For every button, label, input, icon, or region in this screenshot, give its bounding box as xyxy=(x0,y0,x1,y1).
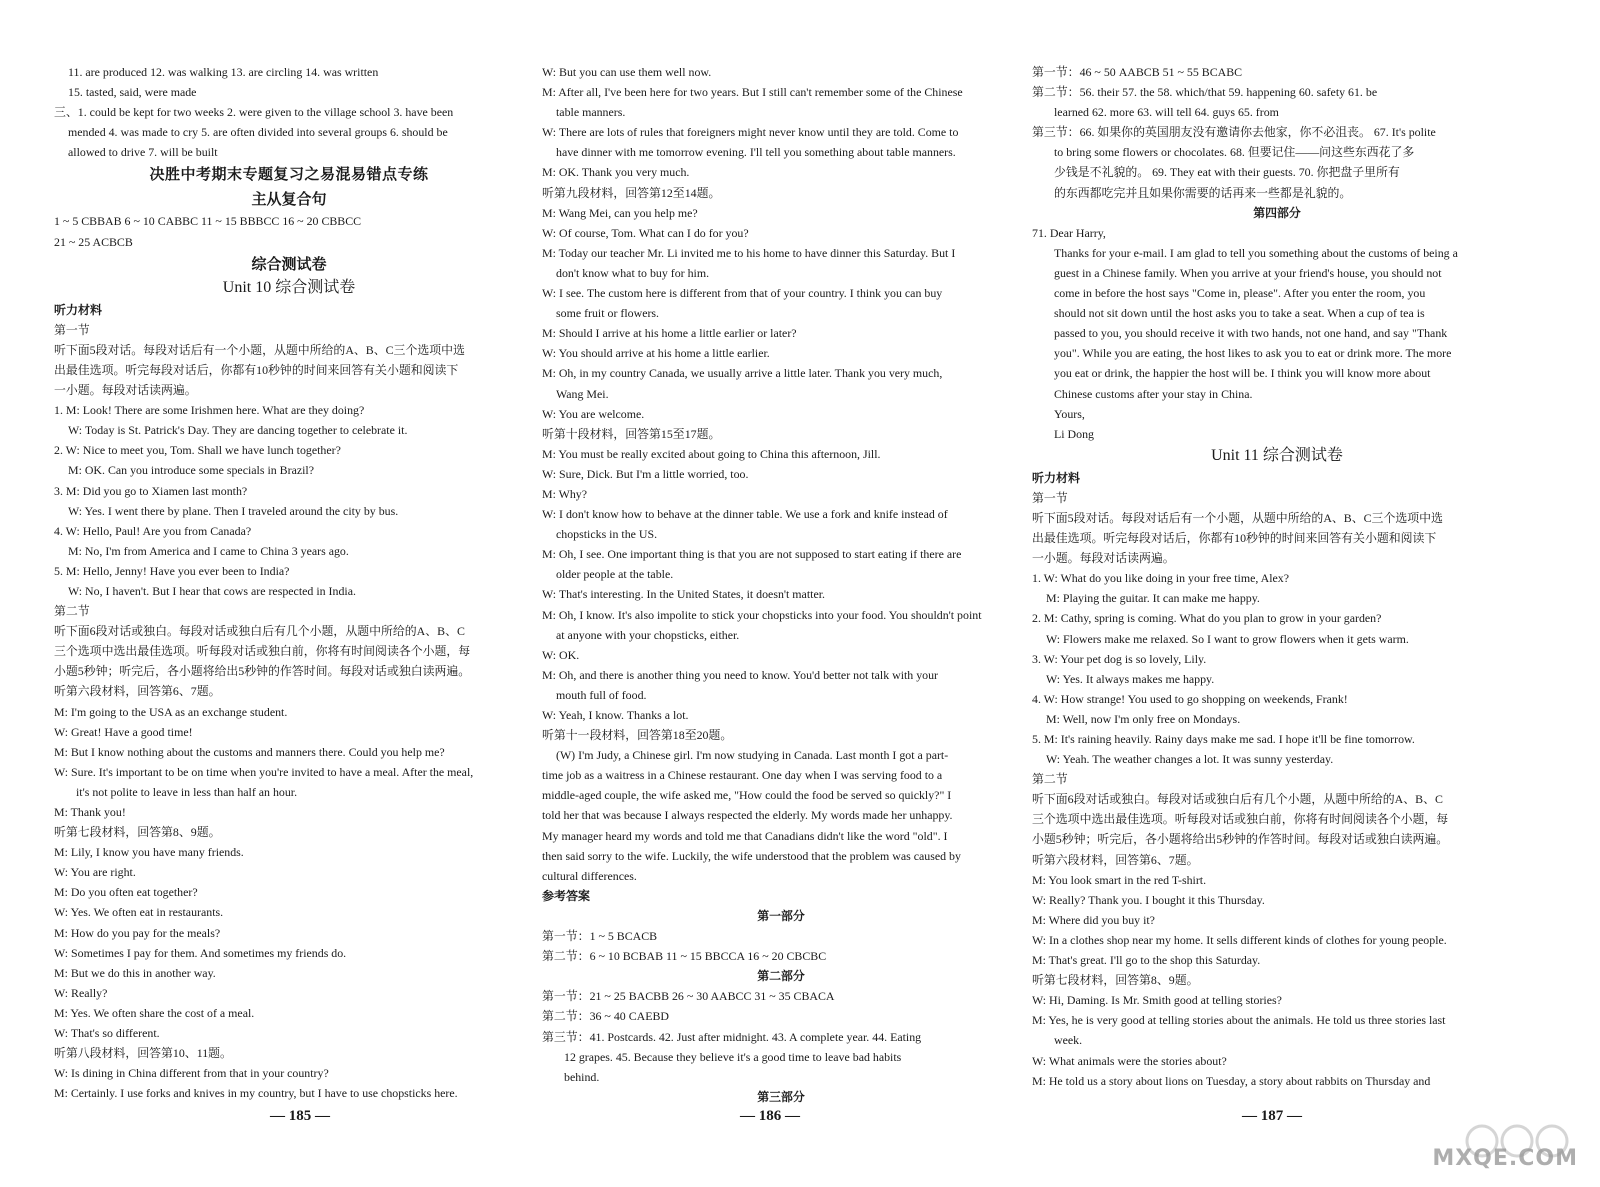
col3-line: M: He told us a story about lions on Tuesday, a story about rabbits on Thursday and xyxy=(1032,1073,1431,1088)
col2-line: W: There are lots of rules that foreigners might never know until they are told. Come to xyxy=(542,125,959,140)
col3-line: M: That's great. I'll go to the shop this Saturday. xyxy=(1032,953,1261,968)
col2-line: M: Wang Mei, can you help me? xyxy=(542,205,698,220)
col2-line: W: I don't know how to behave at the dinner table. We use a fork and knife instead of xyxy=(542,507,948,522)
col1-line: 三个选项中选出最佳选项。听每段对话或独白前，你将有时间阅读各个小题，每 xyxy=(54,644,471,659)
col2-line: told her that was because I always respected the elderly. My words made her unhappy. xyxy=(542,808,953,823)
col1-line: M: Lily, I know you have many friends. xyxy=(54,845,244,860)
col2-line: W: Yeah, I know. Thanks a lot. xyxy=(542,708,689,722)
col2-line: W: Sure, Dick. But I'm a little worried, too. xyxy=(542,466,749,481)
col3-line: come in before the host says "Come in, please". After you enter the room, you xyxy=(1054,286,1426,301)
col1-line: W: That's so different. xyxy=(54,1026,160,1041)
col3-line: 听下面6段对话或独白。每段对话或独白后有几个小题，从题中所给的A、B、C xyxy=(1032,792,1443,807)
col2-line: at anyone with your chopsticks, either. xyxy=(556,627,740,642)
col2-line: 第二节：36 ~ 40 CAEBD xyxy=(542,1009,669,1024)
col2-line: M: Why? xyxy=(542,486,588,501)
col1-line: W: Yes. I went there by plane. Then I traveled around the city by bus. xyxy=(68,503,399,518)
col2-line: 第二节：6 ~ 10 BCBAB 11 ~ 15 BBCCA 16 ~ 20 CBCBC xyxy=(542,949,827,964)
col2-line: W: I see. The custom here is different from that of your country. I think you can buy xyxy=(542,286,943,301)
col3-line: you". While you are eating, the host likes to ask you to eat or drink more. The more xyxy=(1054,346,1452,361)
col2-line: M: Oh, I know. It's also impolite to stick your chopsticks into your food. You shouldn't point xyxy=(542,607,982,622)
col3-line: 小题5秒钟；听完后，各小题将给出5秒钟的作答时间。每段对话或独白读两遍。 xyxy=(1032,832,1449,847)
col1-line: M: I'm going to the USA as an exchange student. xyxy=(54,704,288,719)
col3-line: Li Dong xyxy=(1054,426,1094,441)
col1-line: 听力材料 xyxy=(54,302,103,317)
col2-line: M: Today our teacher Mr. Li invited me to his home to have dinner this Saturday. But I xyxy=(542,245,956,260)
column-page-185 xyxy=(54,62,524,1142)
col3-line: 第三节：66. 如果你的英国朋友没有邀请你去他家，你不必沮丧。 67. It's polite xyxy=(1032,125,1436,140)
col2-line: W: But you can use them well now. xyxy=(542,65,712,79)
col2-line: W: You should arrive at his home a little earlier. xyxy=(542,346,770,361)
col1-line: 2. W: Nice to meet you, Tom. Shall we have lunch together? xyxy=(54,443,341,458)
col2-line: 第一节：1 ~ 5 BCACB xyxy=(542,929,658,944)
col2-line: have dinner with me tomorrow evening. I'll tell you something about table manners. xyxy=(556,145,956,160)
col1-line: M: Do you often eat together? xyxy=(54,885,198,900)
col3-line: W: Hi, Daming. Is Mr. Smith good at telling stories? xyxy=(1032,993,1282,1008)
col1-line: 综合测试卷 xyxy=(251,254,327,273)
col1-line: 第一节 xyxy=(54,322,90,337)
col1-line: 听第七段材料，回答第8、9题。 xyxy=(54,825,221,840)
col1-line: 小题5秒钟；听完后，各小题将给出5秒钟的作答时间。每段对话或独白读两遍。 xyxy=(54,664,471,679)
col2-line: 听第九段材料，回答第12至14题。 xyxy=(542,185,721,200)
col1-line: 3. M: Did you go to Xiamen last month? xyxy=(54,483,248,498)
col2-line: 听第十段材料，回答第15至17题。 xyxy=(542,426,721,441)
col2-line: M: Oh, I see. One important thing is that you are not supposed to start eating if there are xyxy=(542,547,962,562)
col3-line: you eat or drink, the happier the host will be. I think you will know more about xyxy=(1054,366,1431,381)
col1-line: W: Sometimes I pay for them. And sometimes my friends do. xyxy=(54,945,347,960)
col2-line: 参考答案 xyxy=(542,888,591,903)
col1-line: 15. tasted, said, were made xyxy=(68,85,197,100)
col1-line: 听第六段材料，回答第6、7题。 xyxy=(54,684,221,699)
col1-line: 一小题。每段对话读两遍。 xyxy=(54,383,197,398)
col1-line: W: Sure. It's important to be on time when you're invited to have a meal. After the meal, xyxy=(54,764,474,779)
col3-line: M: Well, now I'm only free on Mondays. xyxy=(1046,711,1241,726)
col3-line: should not sit down until the host asks you to take a seat. When a cup of tea is xyxy=(1054,306,1425,321)
col1-line: 4. W: Hello, Paul! Are you from Canada? xyxy=(54,523,252,538)
col1-line: M: Certainly. I use forks and knives in my country, but I have to use chopsticks here. xyxy=(54,1086,458,1101)
col1-line: W: No, I haven't. But I hear that cows are respected in India. xyxy=(68,583,356,598)
col2-line: M: You must be really excited about going to China this afternoon, Jill. xyxy=(542,446,881,461)
col2-line: 听第十一段材料，回答第18至20题。 xyxy=(542,728,733,743)
col3-line: 听第六段材料，回答第6、7题。 xyxy=(1032,852,1199,867)
column-page-187 xyxy=(1032,62,1522,1142)
col1-line: 11. are produced 12. was walking 13. are circling 14. was written xyxy=(68,65,379,79)
col3-line: W: Yeah. The weather changes a lot. It was sunny yesterday. xyxy=(1046,752,1334,767)
col3-line: 第一节：46 ~ 50 AABCB 51 ~ 55 BCABC xyxy=(1032,65,1243,79)
page-number-186: — 186 — xyxy=(740,1108,800,1124)
col1-line: W: You are right. xyxy=(54,865,136,880)
col3-line: 听第七段材料，回答第8、9题。 xyxy=(1032,973,1199,988)
col3-line: M: Where did you buy it? xyxy=(1032,912,1155,927)
col1-line: M: No, I'm from America and I came to China 3 years ago. xyxy=(68,543,349,558)
col3-line: to bring some flowers or chocolates. 68. 但要记住——问这些东西花了多 xyxy=(1054,145,1415,160)
col1-line: M: How do you pay for the meals? xyxy=(54,925,221,940)
col1-line: W: Great! Have a good time! xyxy=(54,724,193,739)
col3-line: 2. M: Cathy, spring is coming. What do you plan to grow in your garden? xyxy=(1032,611,1382,626)
col3-line: 第一节 xyxy=(1032,490,1068,505)
col1-line: 5. M: Hello, Jenny! Have you ever been to India? xyxy=(54,563,290,578)
col3-line: 第二节 xyxy=(1032,772,1068,787)
col3-line: 一小题。每段对话读两遍。 xyxy=(1032,551,1175,566)
col1-line: 听下面5段对话。每段对话后有一个小题，从题中所给的A、B、C三个选项中选 xyxy=(54,342,465,357)
col2-line: 12 grapes. 45. Because they believe it's a good time to leave bad habits xyxy=(564,1049,902,1064)
col3-line: 第四部分 xyxy=(1253,205,1301,220)
page-number-185: — 185 — xyxy=(270,1108,330,1124)
col1-line: 第二节 xyxy=(54,604,90,619)
col3-line: M: Yes, he is very good at telling stories about the animals. He told us three stories last xyxy=(1032,1013,1446,1028)
col2-line: 第一节：21 ~ 25 BACBB 26 ~ 30 AABCC 31 ~ 35 CBACA xyxy=(542,989,835,1004)
col1-line: W: Really? xyxy=(54,985,108,1000)
col3-line: 1. W: What do you like doing in your free time, Alex? xyxy=(1032,571,1290,586)
col2-line: W: Of course, Tom. What can I do for you? xyxy=(542,225,749,240)
col2-line: 第二部分 xyxy=(757,969,805,984)
col3-line: 少钱是不礼貌的。 69. They eat with their guests. 70. 你把盘子里所有 xyxy=(1054,165,1400,180)
col3-line: W: Really? Thank you. I bought it this Thursday. xyxy=(1032,892,1265,907)
col1-line: M: But we do this in another way. xyxy=(54,965,216,980)
col2-line: W: You are welcome. xyxy=(542,406,645,421)
col3-line: week. xyxy=(1054,1033,1083,1048)
col2-line: some fruit or flowers. xyxy=(556,306,660,321)
col2-line: M: Oh, in my country Canada, we usually arrive a little later. Thank you very much, xyxy=(542,366,943,381)
col1-line: W: Today is St. Patrick's Day. They are dancing together to celebrate it. xyxy=(68,423,408,438)
col3-line: Thanks for your e-mail. I am glad to tell you something about the customs of being a xyxy=(1054,245,1458,260)
col1-line: it's not polite to leave in less than half an hour. xyxy=(76,784,298,799)
col2-line: middle-aged couple, the wife asked me, "How could the food be served so quickly?" I xyxy=(542,788,952,803)
col2-line: table manners. xyxy=(556,105,626,120)
col1-line: mended 4. was made to cry 5. are often divided into several groups 6. should be xyxy=(68,125,448,140)
col2-line: M: Should I arrive at his home a little earlier or later? xyxy=(542,326,797,341)
col3-line: learned 62. more 63. will tell 64. guys 65. from xyxy=(1054,105,1279,120)
col3-line: W: Flowers make me relaxed. So I want to grow flowers when it gets warm. xyxy=(1046,631,1409,646)
col3-line: M: Playing the guitar. It can make me happy. xyxy=(1046,591,1260,606)
col3-line: 3. W: Your pet dog is so lovely, Lily. xyxy=(1032,651,1207,666)
col2-line: M: OK. Thank you very much. xyxy=(542,165,690,180)
col1-line: 听第八段材料，回答第10、11题。 xyxy=(54,1046,232,1061)
column-page-186 xyxy=(542,62,1020,1142)
col3-line: W: Yes. It always makes me happy. xyxy=(1046,671,1215,686)
col3-line: passed to you, you should receive it with two hands, not one hand, and say "Thank xyxy=(1054,326,1448,341)
col3-line: Yours, xyxy=(1054,406,1085,421)
col2-line: then said sorry to the wife. Luckily, the wife understood that the problem was caused by xyxy=(542,848,961,863)
col2-line: (W) I'm Judy, a Chinese girl. I'm now studying in Canada. Last month I got a part- xyxy=(556,748,949,763)
col2-line: don't know what to buy for him. xyxy=(556,265,710,280)
col1-line: M: Thank you! xyxy=(54,805,126,819)
col3-line: Chinese customs after your stay in China. xyxy=(1054,386,1253,401)
col2-line: M: Oh, and there is another thing you need to know. You'd better not talk with your xyxy=(542,667,939,682)
page-number-187: — 187 — xyxy=(1242,1108,1302,1124)
col1-line: M: Yes. We often share the cost of a meal. xyxy=(54,1005,255,1020)
col3-line: 4. W: How strange! You used to go shopping on weekends, Frank! xyxy=(1032,691,1348,706)
col2-line: M: After all, I've been here for two years. But I still can't remember some of the Chinese xyxy=(542,85,963,100)
col1-line: 三、1. could be kept for two weeks 2. were given to the village school 3. have been xyxy=(54,105,454,120)
col1-line: W: Yes. We often eat in restaurants. xyxy=(54,905,224,920)
col1-line: allowed to drive 7. will be built xyxy=(68,145,218,160)
col2-line: W: That's interesting. In the United States, it doesn't matter. xyxy=(542,587,825,602)
col3-line: 5. M: It's raining heavily. Rainy days make me sad. I hope it'll be fine tomorrow. xyxy=(1032,732,1415,746)
col2-line: chopsticks in the US. xyxy=(556,527,658,542)
col2-line: 第三节：41. Postcards. 42. Just after midnight. 43. A complete year. 44. Eating xyxy=(542,1029,922,1044)
col1-line: 出最佳选项。听完每段对话后，你都有10秒钟的时间来回答有关小题和阅读下 xyxy=(54,362,459,377)
col3-line: 听下面5段对话。每段对话后有一个小题，从题中所给的A、B、C三个选项中选 xyxy=(1032,510,1443,525)
col2-line: 第一部分 xyxy=(757,908,805,923)
col3-line: W: In a clothes shop near my home. It sells different kinds of clothes for young people. xyxy=(1032,932,1447,947)
col2-line: behind. xyxy=(564,1069,600,1084)
col1-line: 1. M: Look! There are some Irishmen here. What are they doing? xyxy=(54,403,365,418)
col2-line: older people at the table. xyxy=(556,567,674,582)
col1-line: M: OK. Can you introduce some specials in Brazil? xyxy=(68,463,315,478)
col3-line: Unit 11 综合测试卷 xyxy=(1211,446,1343,464)
col1-line: W: Is dining in China different from that in your country? xyxy=(54,1066,329,1081)
col3-line: 听力材料 xyxy=(1032,470,1081,485)
col2-line: W: OK. xyxy=(542,647,580,662)
col2-line: Wang Mei. xyxy=(556,386,609,401)
col2-line: cultural differences. xyxy=(542,868,637,883)
col1-line: 听下面6段对话或独白。每段对话或独白后有几个小题，从题中所给的A、B、C xyxy=(54,624,465,639)
col3-line: 的东西都吃完并且如果你需要的话再来一些都是礼貌的。 xyxy=(1054,185,1352,200)
col1-line: 21 ~ 25 ACBCB xyxy=(54,234,133,249)
col1-line: 1 ~ 5 CBBAB 6 ~ 10 CABBC 11 ~ 15 BBBCC 16 ~ 20 CBBCC xyxy=(54,214,362,229)
col2-line: My manager heard my words and told me that Canadians didn't like the word "old". I xyxy=(542,828,948,843)
col3-line: 三个选项中选出最佳选项。听每段对话或独白前，你将有时间阅读各个小题，每 xyxy=(1032,812,1449,827)
col2-line: mouth full of food. xyxy=(556,687,647,702)
col1-line: 主从复合句 xyxy=(251,190,327,209)
col1-line: M: But I know nothing about the customs and manners there. Could you help me? xyxy=(54,744,445,759)
col1-line: 决胜中考期末专题复习之易混易错点专练 xyxy=(149,165,429,184)
col1-line: Unit 10 综合测试卷 xyxy=(222,278,356,296)
col3-line: 第二节：56. their 57. the 58. which/that 59. happening 60. safety 61. be xyxy=(1032,85,1378,100)
col2-line: 第三部分 xyxy=(757,1089,805,1104)
col2-line: time job as a waitress in a Chinese restaurant. One day when I was serving food to a xyxy=(542,768,943,783)
col3-line: guest in a Chinese family. When you arrive at your friend's house, you should not xyxy=(1054,265,1442,280)
watermark-text: MXQE.COM xyxy=(1432,1146,1578,1171)
col3-line: M: You look smart in the red T-shirt. xyxy=(1032,872,1207,887)
col3-line: 71. Dear Harry, xyxy=(1032,225,1106,240)
col3-line: 出最佳选项。听完每段对话后，你都有10秒钟的时间来回答有关小题和阅读下 xyxy=(1032,531,1437,546)
col3-line: W: What animals were the stories about? xyxy=(1032,1053,1227,1068)
